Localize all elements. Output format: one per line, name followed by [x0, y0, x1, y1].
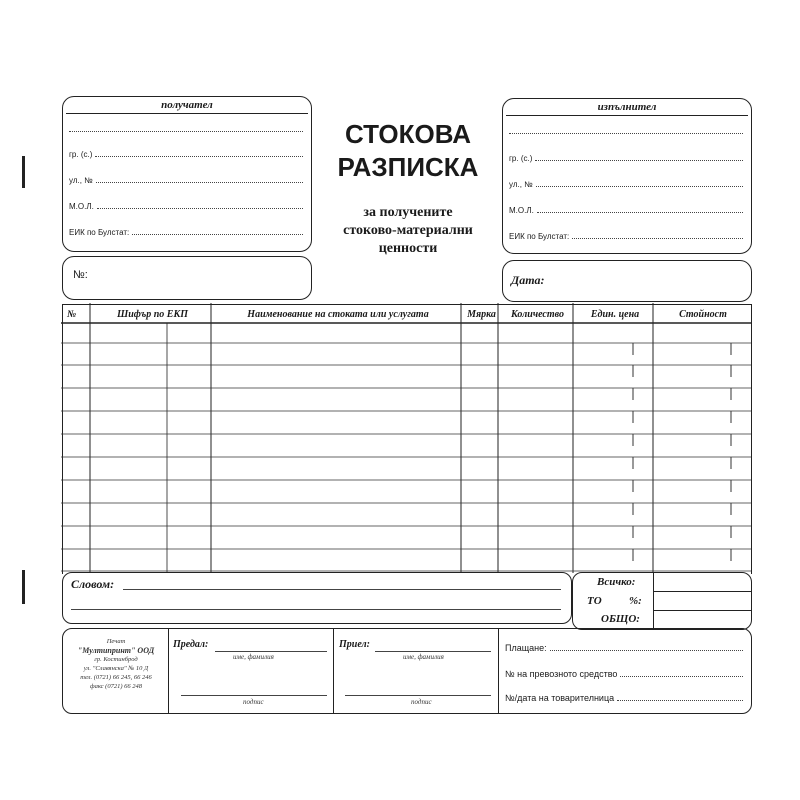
- recipient-eik-field[interactable]: [132, 234, 303, 235]
- number-box[interactable]: [62, 256, 312, 300]
- words-label: Словом:: [71, 577, 115, 591]
- col-header-unit-price: Един. цена: [590, 309, 640, 320]
- received-name-caption: име, фамилия: [403, 653, 444, 661]
- printer-info: [65, 637, 167, 691]
- grand-total-value-field[interactable]: [655, 612, 749, 628]
- vat-label: ТО: [587, 595, 602, 607]
- waybill-field[interactable]: [617, 700, 743, 701]
- recipient-eik-label: ЕИК по Булстат:: [69, 228, 130, 237]
- col-header-number: №: [67, 309, 77, 320]
- binder-mark: [22, 570, 25, 604]
- recipient-header: получател: [161, 99, 213, 111]
- subtitle-line-2: стоково-материални: [343, 223, 473, 238]
- received-label: Приел:: [339, 639, 370, 650]
- waybill-label: №/дата на товарителница: [505, 693, 615, 703]
- vat-value-field[interactable]: [655, 593, 749, 609]
- gave-name-caption: име, фамилия: [233, 653, 274, 661]
- supplier-box: [502, 98, 752, 254]
- date-label: Дата:: [511, 273, 545, 287]
- payment-label: Плащане:: [505, 643, 547, 653]
- words-box[interactable]: [62, 572, 572, 624]
- gave-name-field[interactable]: [215, 651, 327, 652]
- printer-line-6: факс (0721) 66 248: [90, 683, 142, 690]
- printer-line-2: "Мултипринт" ООД: [77, 646, 155, 655]
- total-label: Всичко:: [597, 576, 636, 588]
- recipient-street-field[interactable]: [96, 182, 303, 183]
- supplier-street-field[interactable]: [536, 186, 743, 187]
- col-header-description: Наименование на стоката или услугата: [247, 309, 429, 320]
- col-header-value: Стойност: [679, 309, 727, 320]
- subtitle-line-3: ценности: [378, 241, 438, 256]
- printer-line-1: Печат: [106, 638, 126, 645]
- items-table-grid: [61, 303, 751, 573]
- recipient-mol-label: М.О.Л.: [69, 202, 94, 211]
- document-title: [318, 118, 498, 184]
- received-signature-field[interactable]: [345, 695, 491, 696]
- printer-line-4: ул. "Славянска" № 10 Д: [83, 665, 149, 672]
- supplier-eik-label: ЕИК по Булстат:: [509, 232, 570, 241]
- title-line-2: РАЗПИСКА: [337, 152, 479, 182]
- received-signature-caption: подпис: [411, 698, 432, 706]
- payment-field[interactable]: [550, 650, 743, 651]
- percent-label: %:: [629, 595, 642, 607]
- col-header-unit: Мярка: [467, 309, 496, 320]
- printer-line-5: тел. (0721) 66 245, 66 246: [80, 674, 152, 681]
- recipient-street-label: ул., №: [69, 176, 93, 185]
- vehicle-label: № на превозното средство: [505, 669, 618, 679]
- supplier-city-field[interactable]: [535, 160, 743, 161]
- recipient-city-field[interactable]: [95, 156, 303, 157]
- recipient-city-label: гр. (с.): [69, 150, 93, 159]
- totals-box: [572, 572, 752, 630]
- subtitle-line-1: за получените: [363, 205, 453, 220]
- grand-total-label: ОБЩО:: [601, 613, 640, 625]
- gave-signature-caption: подпис: [243, 698, 264, 706]
- items-table: [62, 304, 752, 574]
- supplier-street-label: ул., №: [509, 180, 533, 189]
- vehicle-field[interactable]: [620, 676, 743, 677]
- gave-label: Предал:: [173, 639, 209, 650]
- supplier-header: изпълнител: [597, 101, 657, 113]
- words-line-2[interactable]: [71, 609, 561, 610]
- recipient-box: [62, 96, 312, 252]
- supplier-mol-field[interactable]: [537, 212, 743, 213]
- total-value-field[interactable]: [655, 574, 749, 590]
- supplier-name-line[interactable]: [509, 133, 743, 134]
- supplier-eik-field[interactable]: [572, 238, 743, 239]
- printer-line-3: гр. Костинброд: [94, 656, 138, 663]
- recipient-name-line[interactable]: [69, 131, 303, 132]
- binder-mark: [22, 156, 25, 188]
- col-header-quantity: Количество: [511, 309, 564, 320]
- supplier-mol-label: М.О.Л.: [509, 206, 534, 215]
- words-line-1[interactable]: [123, 589, 561, 590]
- bottom-section: [62, 628, 752, 714]
- title-line-1: СТОКОВА: [345, 119, 471, 149]
- received-name-field[interactable]: [375, 651, 491, 652]
- document-subtitle: [318, 204, 498, 258]
- gave-signature-field[interactable]: [181, 695, 327, 696]
- supplier-city-label: гр. (с.): [509, 154, 533, 163]
- col-header-code: Шифър по ЕКП: [116, 309, 189, 320]
- date-box[interactable]: [502, 260, 752, 302]
- number-label: №:: [73, 269, 88, 281]
- recipient-mol-field[interactable]: [97, 208, 303, 209]
